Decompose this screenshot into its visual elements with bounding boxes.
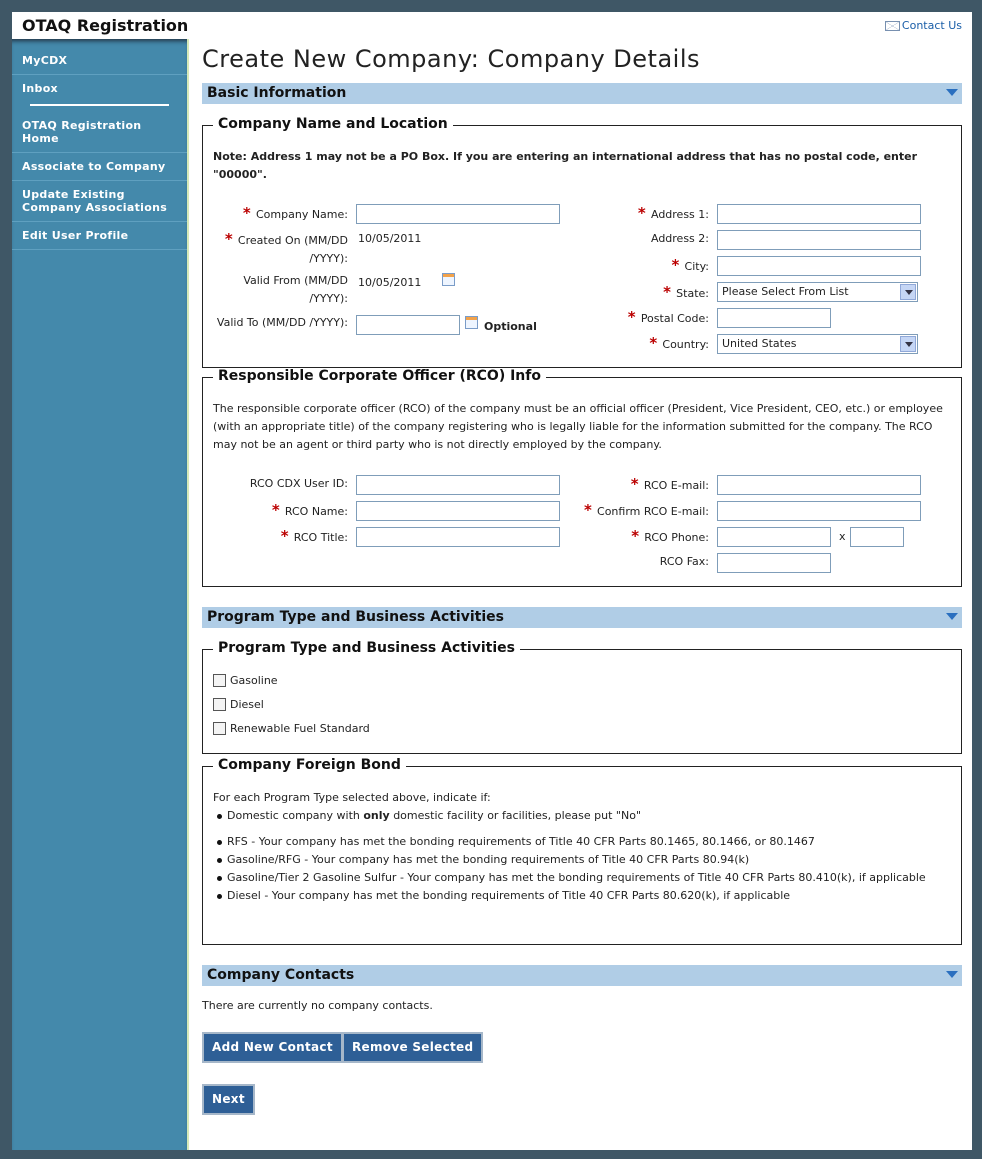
checkbox-diesel[interactable]: Diesel <box>213 698 264 711</box>
required-icon: * <box>271 501 285 519</box>
list-item: RFS - Your company has met the bonding requirements of Title 40 CFR Parts 80.1465, 80.1466, or 80.1467 <box>213 833 948 851</box>
checkbox-rfs[interactable]: Renewable Fuel Standard <box>213 722 370 735</box>
optional-label: Optional <box>484 320 537 333</box>
remove-selected-button[interactable]: Remove Selected <box>342 1032 483 1063</box>
list-item: Gasoline/RFG - Your company has met the bonding requirements of Title 40 CFR Parts 80.94(k) <box>213 851 948 869</box>
required-icon: * <box>224 230 238 248</box>
fieldset-program-type <box>202 640 962 754</box>
legend: Company Foreign Bond <box>213 757 406 773</box>
rco-fax-label: RCO Fax: <box>659 555 709 568</box>
city-input[interactable] <box>717 256 921 276</box>
section-company-contacts[interactable]: Company Contacts <box>202 965 962 986</box>
next-button[interactable]: Next <box>202 1084 255 1115</box>
envelope-icon <box>885 21 900 31</box>
country-select[interactable]: United States <box>717 334 918 354</box>
bond-list <box>213 833 948 905</box>
list-item: Gasoline/Tier 2 Gasoline Sulfur - Your company has met the bonding requirements of Title 40 CFR Parts 80.410(k), if applicable <box>213 869 948 887</box>
required-icon: * <box>583 501 598 519</box>
checkbox-gasoline[interactable]: Gasoline <box>213 674 278 687</box>
list-item: Domestic company with only domestic facility or facilities, please put "No" <box>213 807 948 825</box>
rco-phone-input[interactable] <box>717 527 831 547</box>
rco-confirm-email-input[interactable] <box>717 501 921 521</box>
collapse-icon[interactable] <box>946 89 958 96</box>
legend: Responsible Corporate Officer (RCO) Info <box>213 368 546 384</box>
postal-code-input[interactable] <box>717 308 831 328</box>
section-program-type[interactable]: Program Type and Business Activities <box>202 607 962 628</box>
rco-user-id-label: RCO CDX User ID: <box>249 477 348 490</box>
contact-us-link[interactable]: Contact Us <box>885 19 962 32</box>
required-icon: * <box>242 204 256 222</box>
state-select[interactable]: Please Select From List <box>717 282 918 302</box>
required-icon: * <box>637 204 651 222</box>
rco-phone-ext-input[interactable] <box>850 527 904 547</box>
valid-to-input[interactable] <box>356 315 460 335</box>
rco-fax-input[interactable] <box>717 553 831 573</box>
extension-label: x <box>839 530 846 543</box>
created-on-value: 10/05/2011 <box>358 232 422 245</box>
fieldset-company-location: Company Name and Location Note: Address 1 may not be a PO Box. If you are entering an international address that has no postal code, enter "00000". * Company Name: * Created On (MM/DD /YYYY): 10/05/2011 Valid From (MM/DD /YYYY): 10/05/2011 Valid To (MM/DD /YYYY): Optional * Address 1: Address 2: * City: * State: Please Select From List * Postal Code: * Country: United States <box>202 125 962 368</box>
legend: Program Type and Business Activities <box>213 640 520 656</box>
collapse-icon[interactable] <box>946 971 958 978</box>
page <box>12 12 972 1150</box>
checkbox[interactable] <box>213 674 226 687</box>
rco-description: The responsible corporate officer (RCO) of the company must be an official officer (President, Vice President, CEO, etc.) or employee (with an appropriate title) of the company registering who is legally liable for the information submitted for the company. The RCO may not be an agent or third party who is not directly employed by the company. <box>213 402 943 451</box>
bond-intro: For each Program Type selected above, indicate if: <box>213 791 491 804</box>
required-icon: * <box>280 527 294 545</box>
nav-divider <box>30 104 169 106</box>
no-contacts-text: There are currently no company contacts. <box>202 999 433 1012</box>
nav-mycdx[interactable]: MyCDX <box>12 47 187 75</box>
rco-title-input[interactable] <box>356 527 560 547</box>
add-new-contact-button[interactable]: Add New Contact <box>202 1032 343 1063</box>
required-icon: * <box>663 283 677 301</box>
required-icon: * <box>671 256 685 274</box>
address2-label: Address 2: <box>650 232 709 245</box>
address2-input[interactable] <box>717 230 921 250</box>
required-icon: * <box>631 527 645 545</box>
bond-list-domestic <box>213 807 948 825</box>
valid-to-label: Valid To (MM/DD /YYYY): <box>216 316 348 329</box>
legend: Company Name and Location <box>213 116 453 132</box>
bond-content <box>213 789 948 905</box>
calendar-icon[interactable] <box>442 273 455 286</box>
nav-otaq-home[interactable]: OTAQ Registration Home <box>12 112 187 153</box>
nav-update-associations[interactable]: Update Existing Company Associations <box>12 181 187 222</box>
nav-associate[interactable]: Associate to Company <box>12 153 187 181</box>
list-item: Diesel - Your company has met the bonding requirements of Title 40 CFR Parts 80.620(k), if applicable <box>213 887 948 905</box>
required-icon: * <box>627 308 641 326</box>
valid-from-label: Valid From (MM/DD /YYYY): <box>243 274 348 305</box>
collapse-icon[interactable] <box>946 613 958 620</box>
required-icon: * <box>649 334 663 352</box>
app-title: OTAQ Registration <box>22 16 189 35</box>
fieldset-rco: Responsible Corporate Officer (RCO) Info The responsible corporate officer (RCO) of the company must be an official officer (President, Vice President, CEO, etc.) or employee (with an appropriate title) of the company registering who is legally liable for the information submitted for the company. The RCO may not be an agent or third party who is not directly employed by the company. RCO CDX User ID: * RCO Name: * RCO Title: * RCO E-mail: * Confirm RCO E-mail: * RCO Phone: x RCO Fax: <box>202 377 962 587</box>
address1-input[interactable] <box>717 204 921 224</box>
company-name-input[interactable] <box>356 204 560 224</box>
chevron-down-icon <box>900 336 916 352</box>
sidebar <box>12 39 189 1150</box>
checkbox[interactable] <box>213 698 226 711</box>
required-icon: * <box>630 475 644 493</box>
page-title: Create New Company: Company Details <box>202 45 701 73</box>
rco-email-input[interactable] <box>717 475 921 495</box>
calendar-icon[interactable] <box>465 316 478 329</box>
section-basic-info[interactable]: Basic Information <box>202 83 962 104</box>
address-note: Note: Address 1 may not be a PO Box. If you are entering an international address that has no postal code, enter "00000". <box>213 150 918 181</box>
chevron-down-icon <box>900 284 916 300</box>
rco-user-id-input[interactable] <box>356 475 560 495</box>
fieldset-foreign-bond <box>202 757 962 945</box>
rco-name-input[interactable] <box>356 501 560 521</box>
nav-inbox[interactable]: Inbox <box>22 82 58 95</box>
valid-from-value: 10/05/2011 <box>358 276 422 289</box>
nav-edit-profile[interactable]: Edit User Profile <box>12 222 187 250</box>
checkbox[interactable] <box>213 722 226 735</box>
